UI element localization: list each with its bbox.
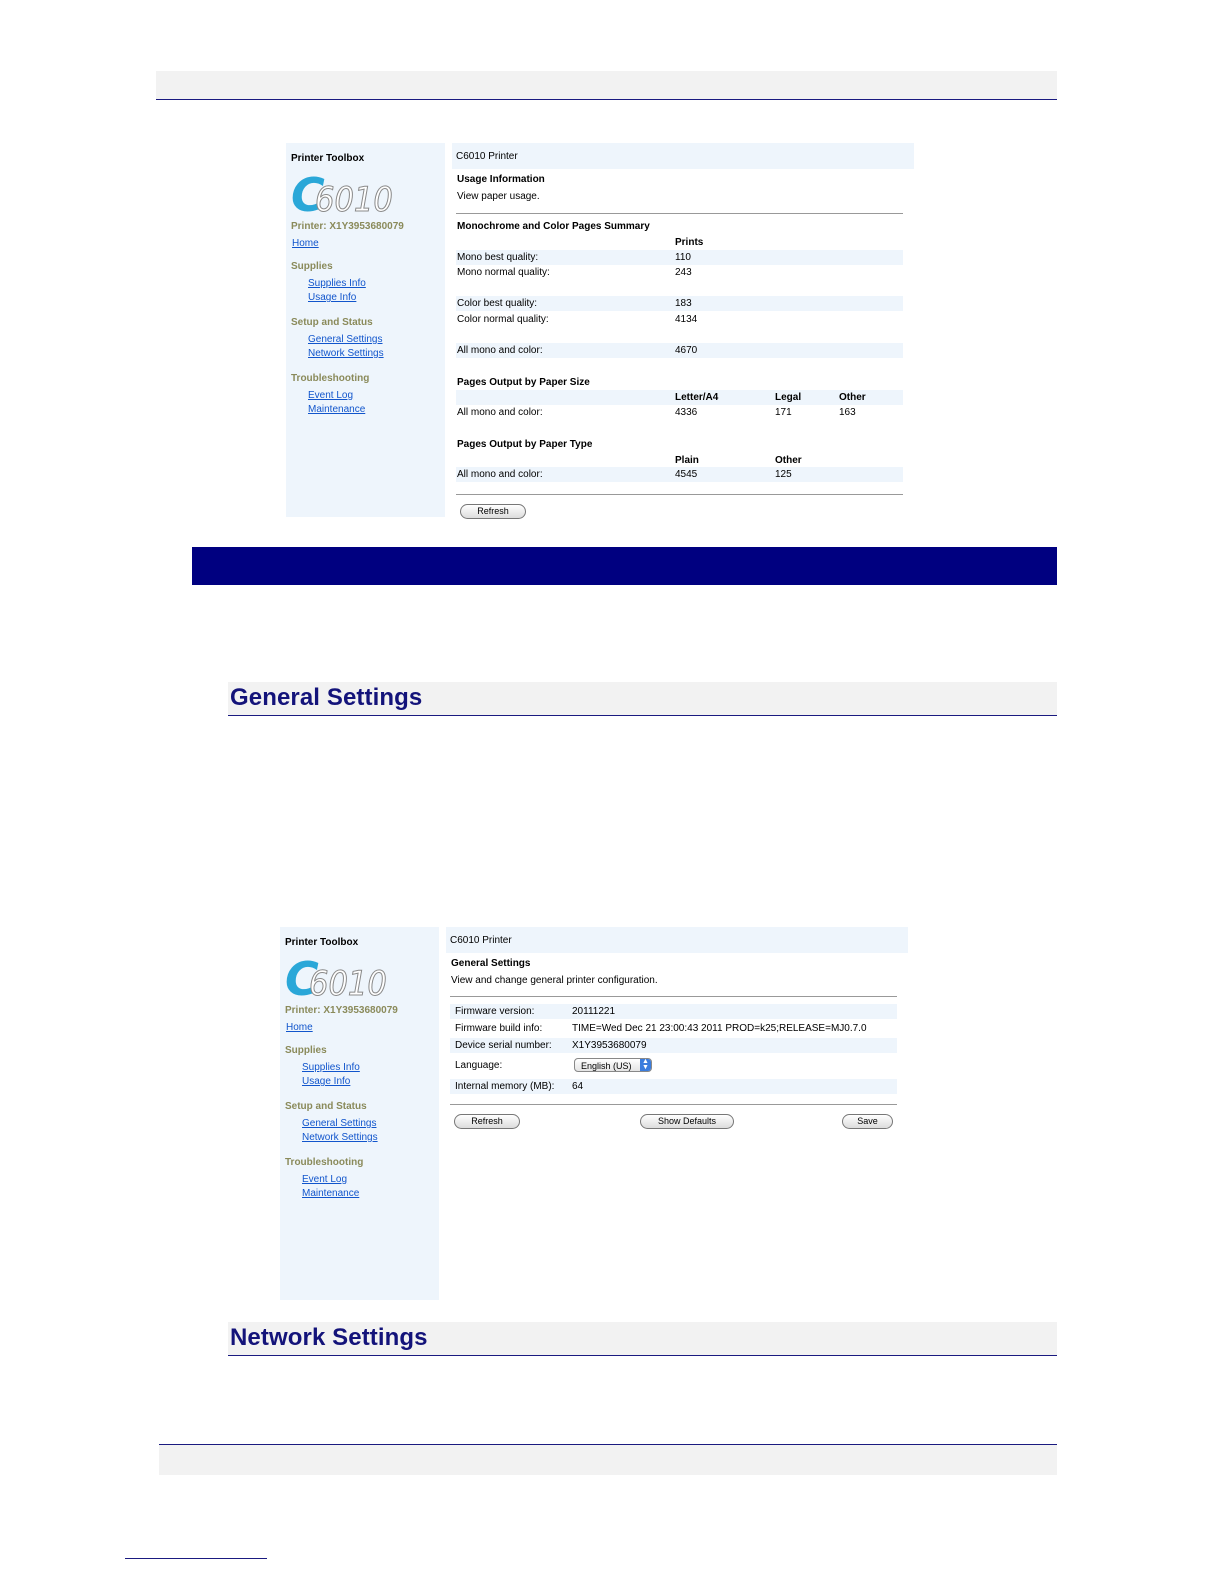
- column-header-letter-a4: Letter/A4: [675, 392, 719, 403]
- table-row: [456, 296, 903, 311]
- printer-model-label: C6010 Printer: [450, 935, 512, 946]
- row-label: Device serial number:: [455, 1040, 552, 1051]
- sidebar-link-general-settings[interactable]: General Settings: [302, 1118, 377, 1129]
- row-value: 183: [675, 298, 692, 309]
- page-description: View paper usage.: [457, 191, 540, 202]
- sidebar-link-usage-info[interactable]: Usage Info: [302, 1076, 351, 1087]
- column-header-other: Other: [775, 455, 802, 466]
- sidebar-link-home[interactable]: Home: [292, 238, 319, 249]
- svg-text:C: C: [291, 168, 325, 222]
- row-label: Mono best quality:: [457, 252, 539, 263]
- row-label: Language:: [455, 1060, 503, 1071]
- row-value: 110: [675, 252, 691, 263]
- footnote-rule: [125, 1558, 267, 1559]
- setting-row-serial: [450, 1038, 897, 1053]
- c6010-logo: [285, 952, 387, 1006]
- select-arrows-icon: ▲ ▼: [640, 1059, 651, 1071]
- sidebar-heading-supplies: Supplies: [285, 1045, 327, 1056]
- content-header: [446, 927, 908, 953]
- sidebar-link-maintenance[interactable]: Maintenance: [302, 1188, 360, 1199]
- row-label: Mono normal quality:: [457, 267, 550, 278]
- table-row: [456, 265, 903, 280]
- column-header-other: Other: [839, 392, 866, 403]
- content-header: [452, 143, 914, 169]
- document-header-bar: [156, 71, 1057, 100]
- toolbox-sidebar: [286, 143, 445, 517]
- c6010-logo: [291, 168, 393, 222]
- setting-row-firmware-build: [450, 1021, 897, 1036]
- row-value: 243: [675, 267, 692, 278]
- general-settings-screenshot: [280, 927, 910, 1301]
- section-title: Network Settings: [230, 1324, 428, 1351]
- sidebar-heading-troubleshooting: Troubleshooting: [291, 373, 370, 384]
- row-value: 4670: [675, 345, 698, 356]
- divider: [450, 1104, 897, 1105]
- sidebar-link-usage-info[interactable]: Usage Info: [308, 292, 357, 303]
- toolbox-sidebar: [280, 927, 439, 1300]
- usage-info-screenshot: [286, 143, 916, 518]
- setting-row-memory: [450, 1079, 897, 1094]
- column-header-prints: Prints: [675, 237, 704, 248]
- row-value: 64: [572, 1081, 584, 1092]
- row-value: 20111221: [572, 1006, 616, 1017]
- printer-serial-label: Printer: X1Y3953680079: [291, 221, 404, 232]
- language-select[interactable]: [574, 1058, 652, 1072]
- svg-text:6010: 6010: [315, 180, 393, 220]
- usage-content: [452, 143, 914, 518]
- page-description: View and change general printer configuration.: [451, 975, 658, 986]
- section-heading-network-settings: [228, 1322, 1057, 1356]
- show-defaults-button[interactable]: Show Defaults: [640, 1114, 734, 1129]
- save-button[interactable]: Save: [842, 1114, 893, 1129]
- row-label: All mono and color:: [457, 345, 543, 356]
- column-header-legal: Legal: [775, 392, 802, 403]
- sidebar-link-event-log[interactable]: Event Log: [302, 1174, 348, 1185]
- divider: [456, 213, 903, 214]
- sidebar-link-supplies-info[interactable]: Supplies Info: [302, 1062, 360, 1073]
- svg-text:C: C: [285, 952, 319, 1006]
- sidebar-link-maintenance[interactable]: Maintenance: [308, 404, 366, 415]
- section-banner: [192, 547, 1057, 585]
- table-row: [456, 250, 903, 265]
- printer-serial-label: Printer: X1Y3953680079: [285, 1005, 398, 1016]
- section-title: General Settings: [230, 684, 423, 711]
- row-value: 163: [839, 407, 856, 418]
- sidebar-link-supplies-info[interactable]: Supplies Info: [308, 278, 366, 289]
- sidebar-heading-troubleshooting: Troubleshooting: [285, 1157, 364, 1168]
- paper-size-heading: Pages Output by Paper Size: [457, 377, 590, 388]
- section-heading-general-settings: [228, 682, 1057, 716]
- divider: [456, 494, 903, 495]
- row-label: Firmware version:: [455, 1006, 535, 1017]
- row-label: Color normal quality:: [457, 314, 549, 325]
- sidebar-link-home[interactable]: Home: [286, 1022, 313, 1033]
- divider: [450, 996, 897, 997]
- row-label: Color best quality:: [457, 298, 538, 309]
- refresh-button[interactable]: Refresh: [460, 504, 526, 519]
- svg-text:6010: 6010: [309, 964, 387, 1004]
- row-label: Internal memory (MB):: [455, 1081, 555, 1092]
- sidebar-heading-supplies: Supplies: [291, 261, 333, 272]
- paper-type-heading: Pages Output by Paper Type: [457, 439, 593, 450]
- column-header-plain: Plain: [675, 455, 699, 466]
- row-value: 125: [775, 469, 792, 480]
- page-title: Usage Information: [457, 174, 545, 185]
- printer-model-label: C6010 Printer: [456, 151, 518, 162]
- table-row: [456, 312, 903, 327]
- row-value: 171: [775, 407, 792, 418]
- summary-heading: Monochrome and Color Pages Summary: [457, 221, 650, 232]
- setting-row-firmware-version: [450, 1004, 897, 1019]
- row-value: 4545: [675, 469, 698, 480]
- language-select-value: English (US): [581, 1061, 632, 1071]
- sidebar-title: Printer Toolbox: [291, 153, 365, 164]
- table-row: [456, 467, 903, 482]
- setting-row-language: [450, 1058, 897, 1073]
- table-row: [456, 343, 903, 358]
- row-label: All mono and color:: [457, 407, 543, 418]
- refresh-button[interactable]: Refresh: [454, 1114, 520, 1129]
- sidebar-heading-setup: Setup and Status: [291, 317, 373, 328]
- sidebar-title: Printer Toolbox: [285, 937, 359, 948]
- document-footer-bar: [159, 1444, 1057, 1475]
- sidebar-heading-setup: Setup and Status: [285, 1101, 367, 1112]
- row-value: X1Y3953680079: [572, 1040, 647, 1051]
- page-title: General Settings: [451, 958, 531, 969]
- table-header-row: [456, 390, 903, 405]
- row-value: 4336: [675, 407, 698, 418]
- row-label: Firmware build info:: [455, 1023, 543, 1034]
- sidebar-link-network-settings[interactable]: Network Settings: [308, 348, 384, 359]
- sidebar-link-general-settings[interactable]: General Settings: [308, 334, 383, 345]
- sidebar-link-network-settings[interactable]: Network Settings: [302, 1132, 378, 1143]
- general-content: [446, 927, 908, 1301]
- row-value: TIME=Wed Dec 21 23:00:43 2011 PROD=k25;RELEASE=MJ0.7.0: [572, 1023, 867, 1034]
- row-value: 4134: [675, 314, 698, 325]
- sidebar-link-event-log[interactable]: Event Log: [308, 390, 354, 401]
- table-row: [456, 405, 903, 420]
- row-label: All mono and color:: [457, 469, 543, 480]
